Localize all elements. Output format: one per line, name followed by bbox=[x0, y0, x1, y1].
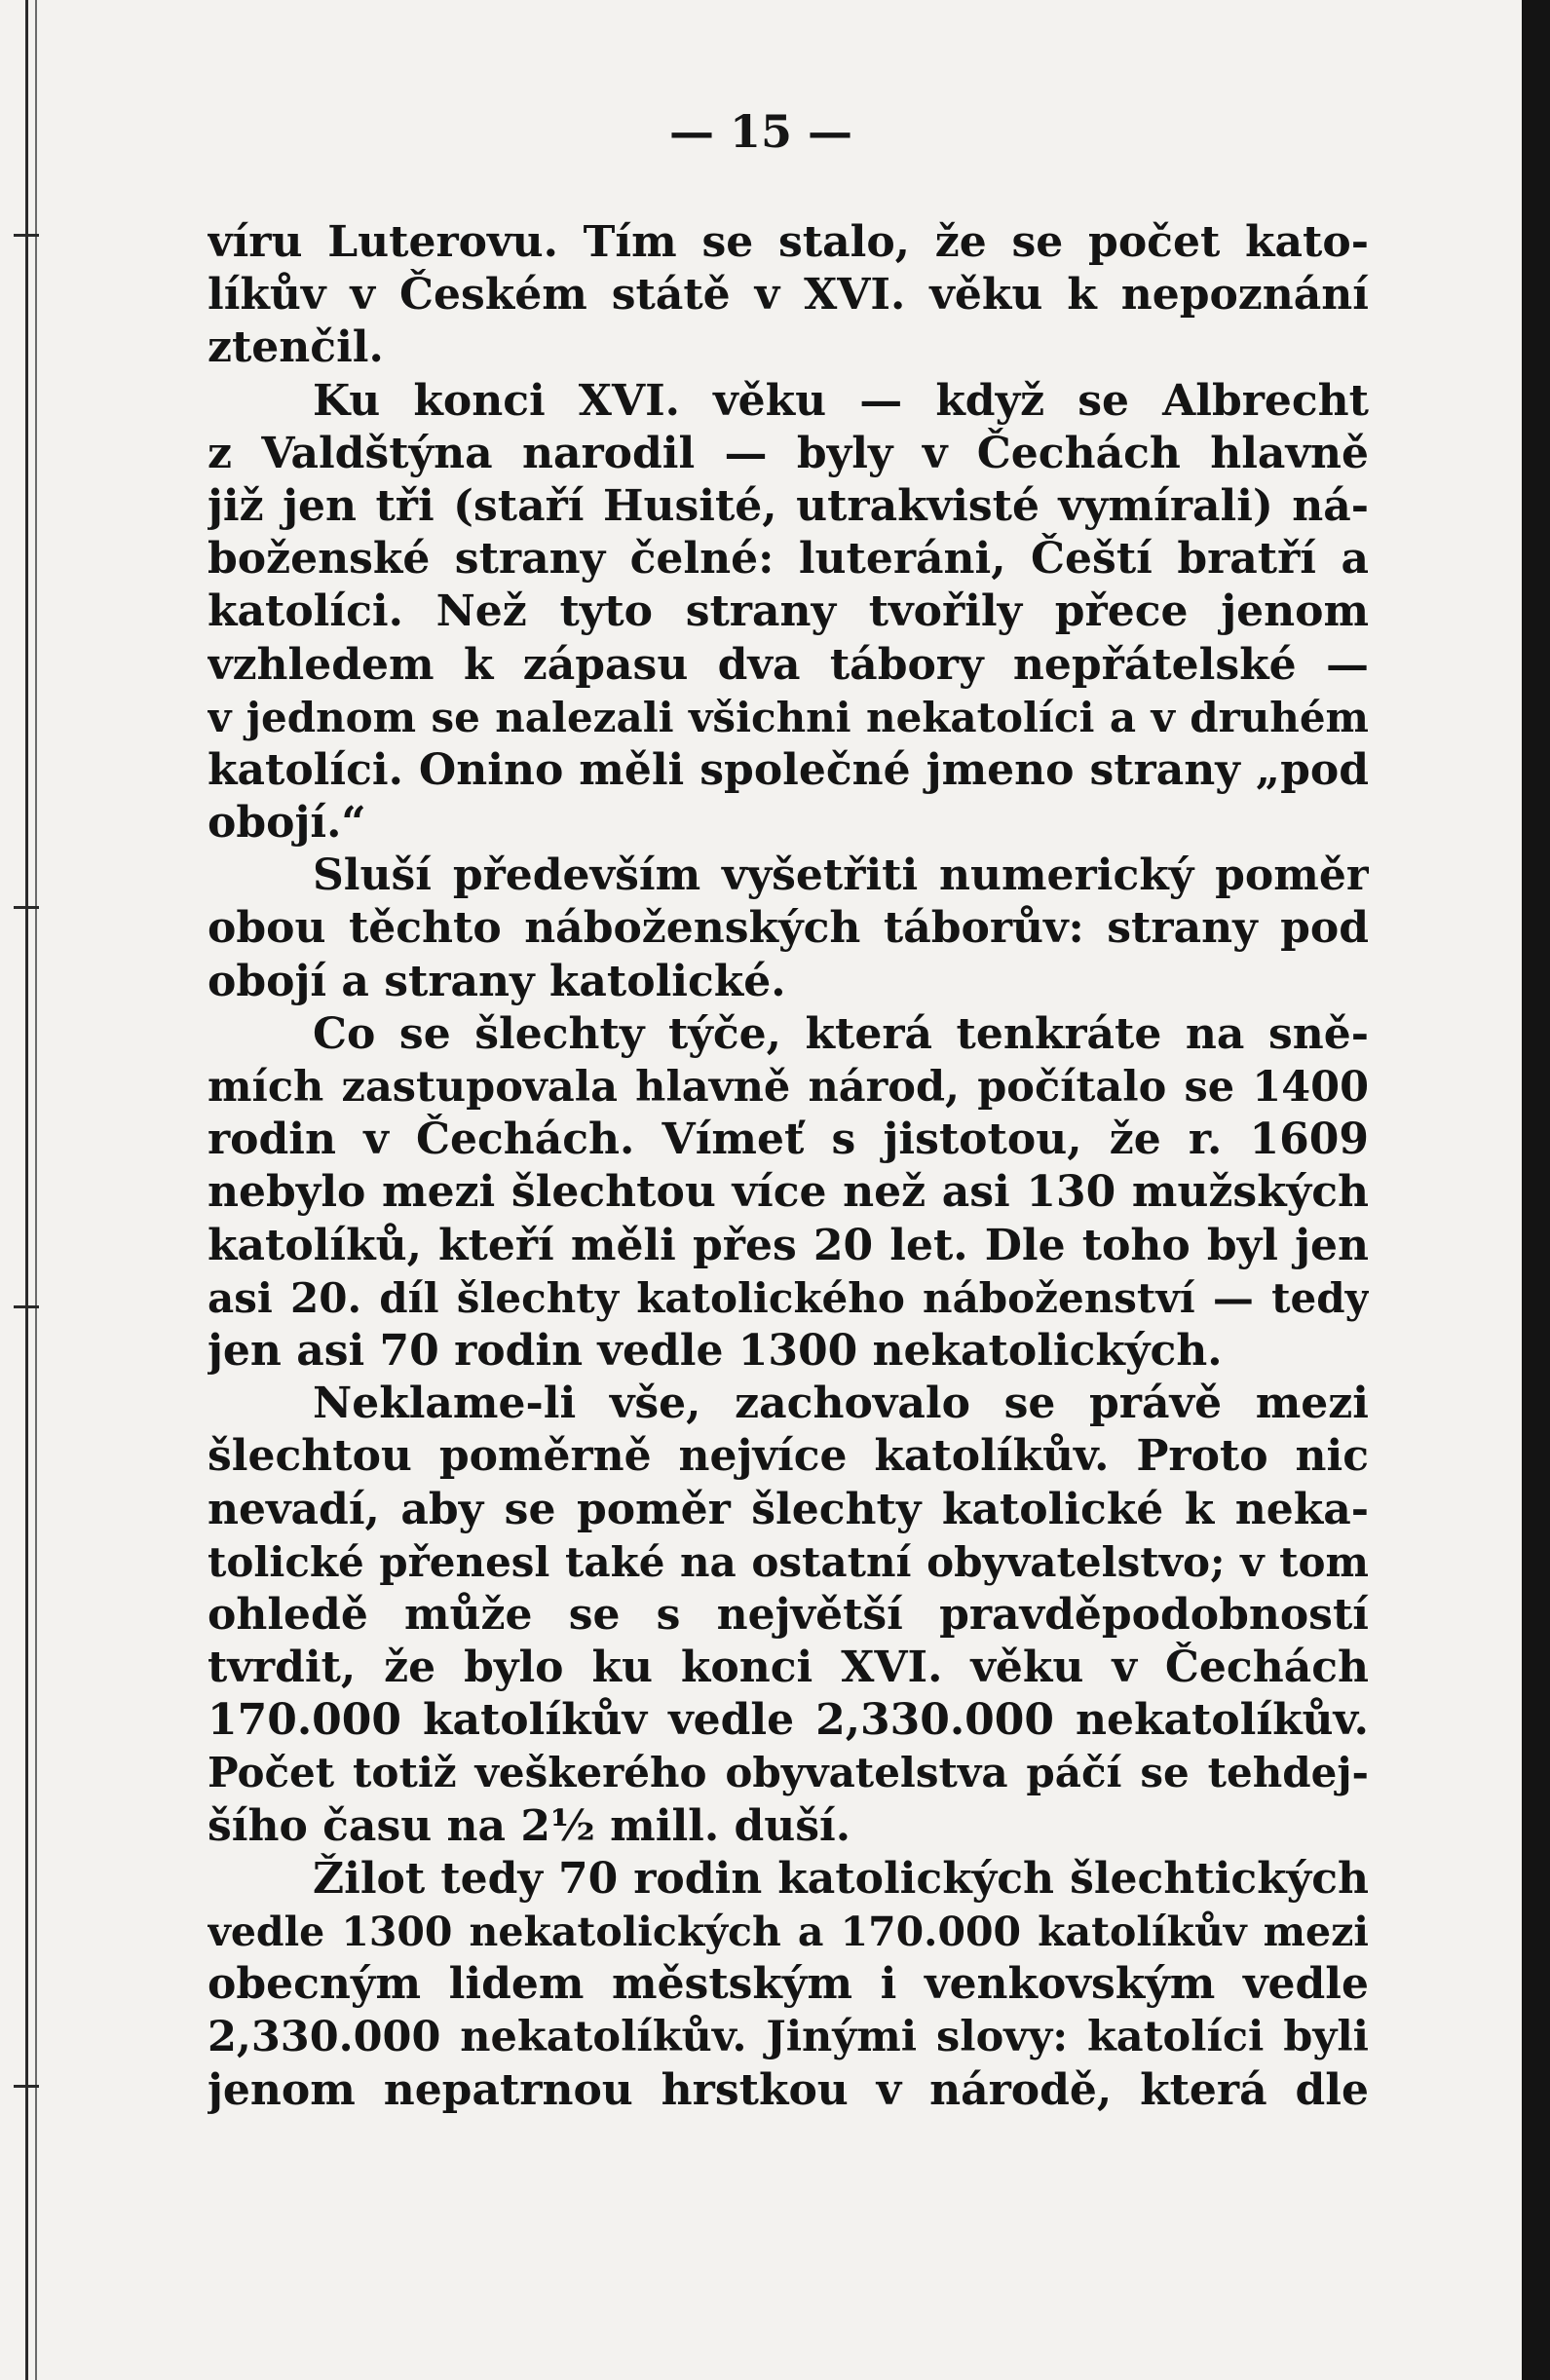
text-line: vzhledem k zápasu dva tábory nepřátelské — bbox=[208, 639, 1369, 690]
margin-tick bbox=[14, 2085, 39, 2088]
text-line: 170.000 katolíkův vedle 2,330.000 nekatolíkův. bbox=[208, 1695, 1369, 1746]
page-number: — 15 — bbox=[668, 105, 853, 158]
text-line: Ku konci XVI. věku — když se Albrecht bbox=[313, 375, 1369, 426]
text-line: z Valdštýna narodil — byly v Čechách hlavně bbox=[208, 428, 1369, 478]
text-line: nevadí, aby se poměr šlechty katolické k neka- bbox=[208, 1484, 1369, 1534]
text-line: 2,330.000 nekatolíkův. Jinými slovy: katolíci byli bbox=[208, 2013, 1369, 2062]
text-line: boženské strany čelné: luteráni, Čeští bratří a bbox=[208, 534, 1369, 585]
binding-edge-line bbox=[25, 0, 28, 2380]
binding-edge-shadow bbox=[35, 0, 37, 2380]
text-line: jenom nepatrnou hrstkou v národě, která dle bbox=[208, 2064, 1369, 2115]
text-line: tvrdit, že bylo ku konci XVI. věku v Čechách bbox=[208, 1643, 1369, 1693]
text-line: v jednom se nalezali všichni nekatolíci a v druhém bbox=[208, 693, 1369, 741]
text-line: líkův v Českém státě v XVI. věku k nepoznání bbox=[208, 270, 1369, 321]
text-line: katolíci. Než tyto strany tvořily přece jenom bbox=[208, 586, 1369, 637]
text-line: jen asi 70 rodin vedle 1300 nekatolických. bbox=[208, 1325, 1223, 1376]
text-line: šího času na 2½ mill. duší. bbox=[208, 1800, 851, 1851]
text-line: již jen tři (staří Husité, utrakvisté vymírali) ná- bbox=[208, 480, 1369, 531]
text-line: obecným lidem městským i venkovským vedle bbox=[208, 1959, 1369, 2010]
text-line: asi 20. díl šlechty katolického náboženství — tedy bbox=[208, 1273, 1369, 1322]
margin-tick bbox=[14, 1305, 39, 1308]
text-line: katolíci. Onino měli společné jmeno strany „pod bbox=[208, 744, 1369, 795]
text-line: ohledě může se s největší pravděpodobností bbox=[208, 1589, 1369, 1640]
text-line: mích zastupovala hlavně národ, počítalo se 1400 bbox=[208, 1063, 1369, 1112]
scan-border bbox=[1522, 0, 1550, 2380]
text-line: obou těchto náboženských táborův: strany pod bbox=[208, 903, 1369, 954]
text-line: obojí a strany katolické. bbox=[208, 956, 786, 1006]
margin-tick bbox=[14, 906, 39, 909]
text-line: tolické přenesl také na ostatní obyvatelstvo; v tom bbox=[208, 1537, 1369, 1586]
margin-tick bbox=[14, 234, 39, 237]
text-line: Sluší především vyšetřiti numerický poměr bbox=[313, 850, 1369, 901]
text-line: Počet totiž veškerého obyvatelstva páčí se tehdej- bbox=[208, 1749, 1369, 1797]
text-line: Neklame-li vše, zachovalo se právě mezi bbox=[313, 1379, 1369, 1429]
text-line: rodin v Čechách. Vímeť s jistotou, že r. 1609 bbox=[208, 1114, 1369, 1165]
text-line: vedle 1300 nekatolických a 170.000 katolíkův mezi bbox=[208, 1908, 1369, 1955]
text-line: šlechtou poměrně nejvíce katolíkův. Proto nic bbox=[208, 1431, 1369, 1482]
text-line: obojí.“ bbox=[208, 798, 366, 849]
text-line: katolíků, kteří měli přes 20 let. Dle toho byl jen bbox=[208, 1220, 1369, 1270]
text-line: Co se šlechty týče, která tenkráte na sně- bbox=[313, 1008, 1369, 1059]
text-line: víru Luterovu. Tím se stalo, že se počet kato- bbox=[208, 217, 1369, 267]
body-text bbox=[208, 216, 1369, 2117]
text-line: nebylo mezi šlechtou více než asi 130 mužských bbox=[208, 1167, 1369, 1218]
text-line: Žilot tedy 70 rodin katolických šlechtických bbox=[313, 1853, 1369, 1904]
text-line: ztenčil. bbox=[208, 322, 384, 373]
